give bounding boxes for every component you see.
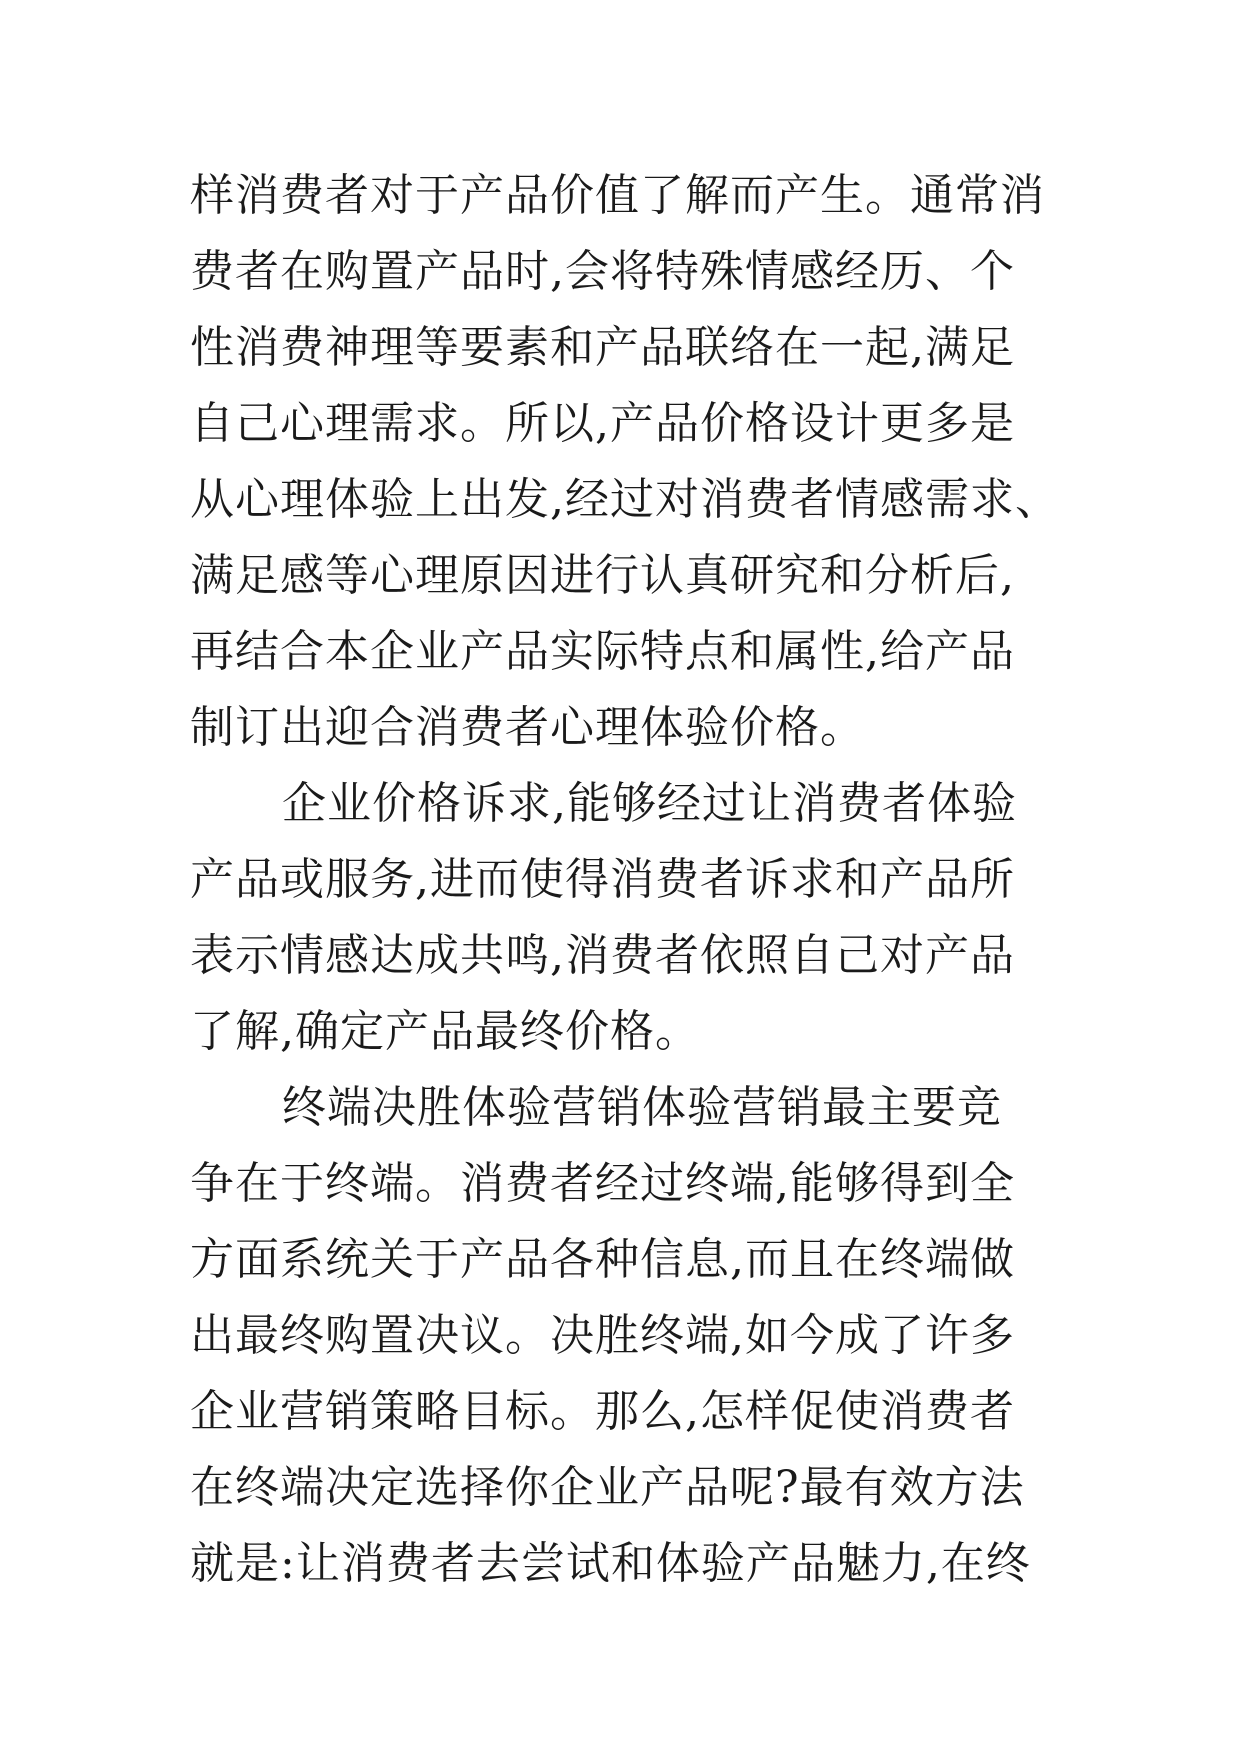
- text-line: 产品或服务,进而使得消费者诉求和产品所: [190, 854, 1015, 905]
- text-line: 企业价格诉求,能够经过让消费者体验: [282, 778, 1017, 829]
- text-line: 再结合本企业产品实际特点和属性,给产品: [190, 626, 1015, 677]
- paragraph-1: [190, 158, 1090, 766]
- text-line: 样消费者对于产品价值了解而产生。通常消: [190, 170, 1045, 221]
- text-line: 了解,确定产品最终价格。: [190, 1006, 700, 1057]
- text-line: 在终端决定选择你企业产品呢?最有效方法: [190, 1462, 1025, 1513]
- text-line: 满足感等心理原因进行认真研究和分析后,: [190, 550, 1015, 601]
- text-line: 从心理体验上出发,经过对消费者情感需求、: [190, 474, 1060, 525]
- paragraph-2: [190, 766, 1090, 1070]
- text-line: 出最终购置决议。决胜终端,如今成了许多: [190, 1310, 1015, 1361]
- text-line: 自己心理需求。所以,产品价格设计更多是: [190, 398, 1015, 449]
- text-line: 表示情感达成共鸣,消费者依照自己对产品: [190, 930, 1015, 981]
- text-line: 争在于终端。消费者经过终端,能够得到全: [190, 1158, 1015, 1209]
- body-text: [190, 158, 1090, 1602]
- text-line: 企业营销策略目标。那么,怎样促使消费者: [190, 1386, 1015, 1437]
- text-line: 性消费神理等要素和产品联络在一起,满足: [190, 322, 1015, 373]
- text-line: 制订出迎合消费者心理体验价格。: [190, 702, 865, 753]
- paragraph-3: [190, 1070, 1090, 1602]
- text-line: 方面系统关于产品各种信息,而且在终端做: [190, 1234, 1015, 1285]
- text-line: 费者在购置产品时,会将特殊情感经历、个: [190, 246, 1015, 297]
- text-line: 就是:让消费者去尝试和体验产品魅力,在终: [190, 1538, 1031, 1589]
- text-line: 终端决胜体验营销体验营销最主要竞: [282, 1082, 1002, 1133]
